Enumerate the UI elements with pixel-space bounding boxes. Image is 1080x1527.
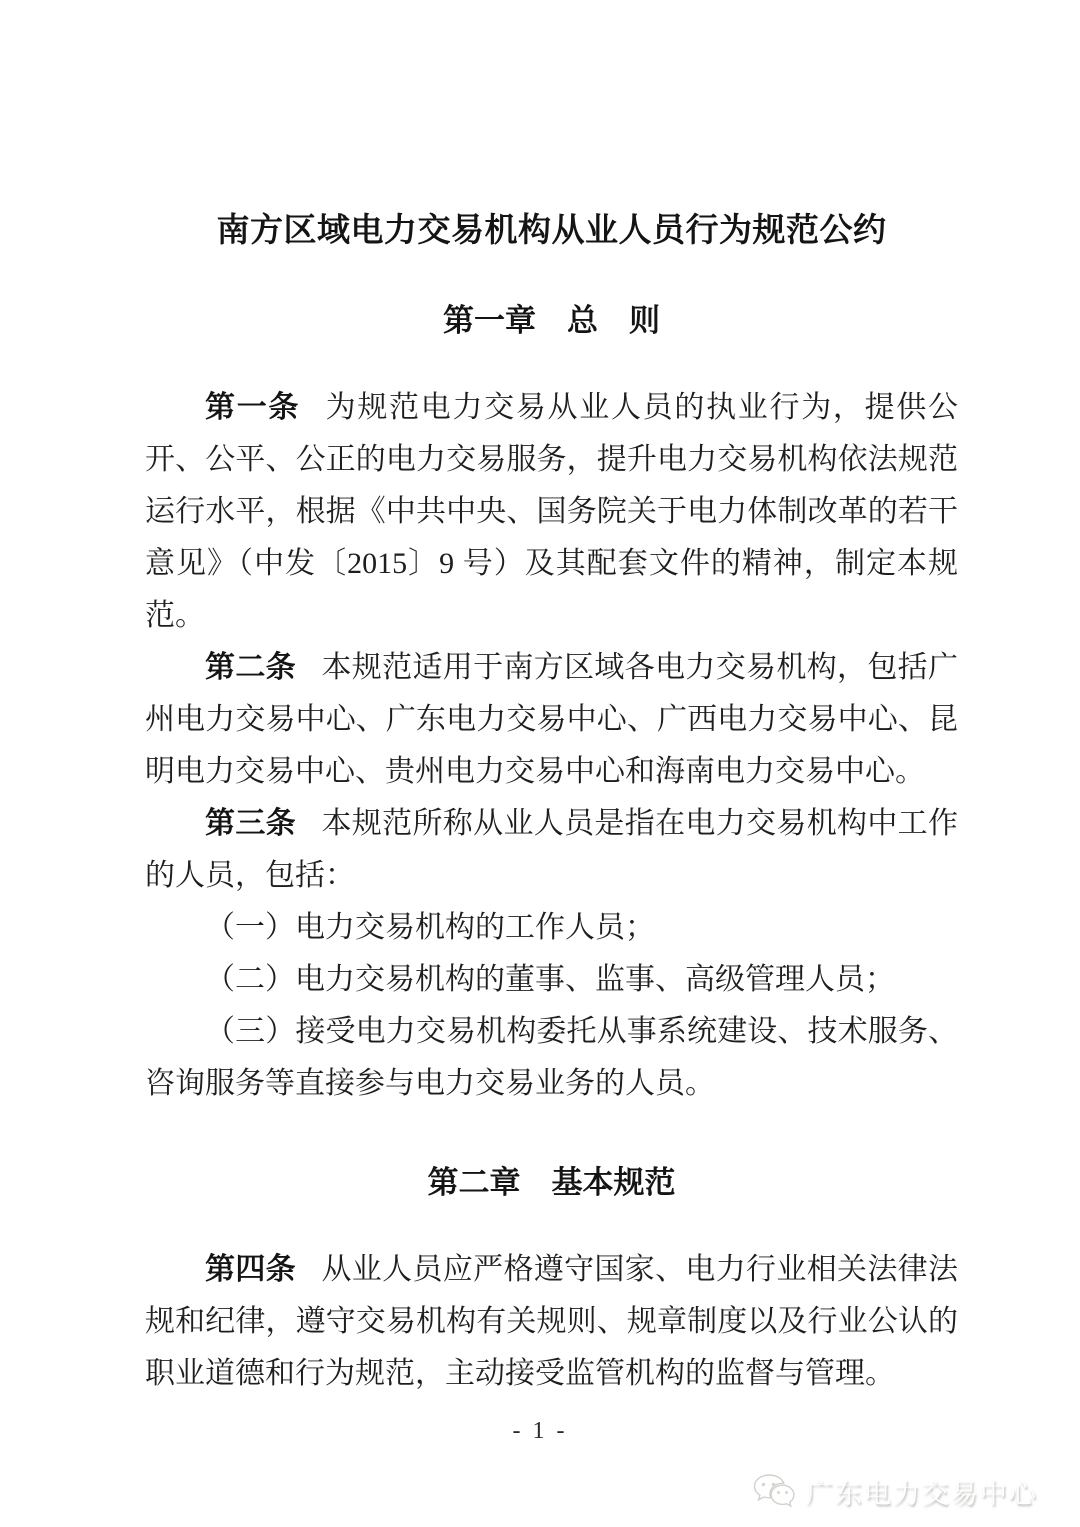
chapter-1-heading: 第一章 总 则 [443,303,660,339]
list-item-1: （一）电力交易机构的工作人员； [205,911,655,945]
article-2-text: 本规范适用于南方区域各电力交易机构，包括广州电力交易中心、广东电力交易中心、广西电力交易中心、昆明电力交易中心、贵州电力交易中心和海南电力交易中心。 [145,651,959,789]
article-3 [145,798,958,902]
list-item-2: （二）电力交易机构的董事、监事、高级管理人员； [205,963,895,997]
document-title: 南方区域电力交易机构从业人员行为规范公约 [216,211,887,248]
article-4-label: 第四条 [205,1253,296,1287]
article-3-label: 第三条 [205,807,296,841]
article-1-label: 第一条 [205,391,301,425]
wechat-watermark [752,1472,1038,1511]
wechat-icon [752,1473,798,1511]
article-2-label: 第二条 [205,651,296,685]
watermark-label: 广东电力交易中心 [806,1479,1038,1509]
article-1 [145,382,958,642]
article-4-text: 从业人员应严格遵守国家、电力行业相关法律法规和纪律，遵守交易机构有关规则、规章制度以及行业公认的职业道德和行为规范，主动接受监管机构的监督与管理。 [145,1253,959,1391]
article-3-text: 本规范所称从业人员是指在电力交易机构中工作的人员，包括： [145,807,959,893]
list-item-3: （三）接受电力交易机构委托从事系统建设、技术服务、咨询服务等直接参与电力交易业务的人员。 [145,1015,958,1101]
article-1-text: 为规范电力交易从业人员的执业行为，提供公开、公平、公正的电力交易服务，提升电力交易机构依法规范运行水平，根据《中共中央、国务院关于电力体制改革的若干意见》（中发〔2015〕9 号）及其配套文件的精神，制定本规范。 [145,391,959,633]
article-4 [145,1244,958,1400]
chapter-2-heading: 第二章 基本规范 [427,1165,676,1201]
page-number: - 1 - [512,1418,568,1444]
article-2 [145,642,958,798]
